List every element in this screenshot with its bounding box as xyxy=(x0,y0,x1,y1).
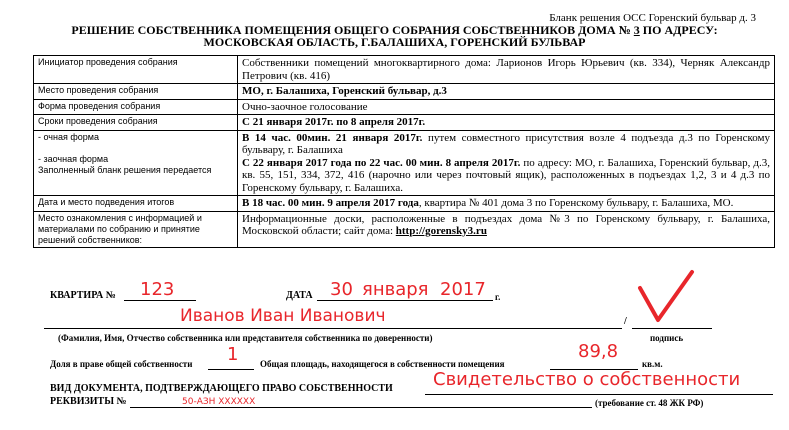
name-signature-slash: / xyxy=(624,316,627,327)
date-line[interactable] xyxy=(317,300,493,301)
initiator-value: Собственники помещений многоквартирного дома: Ларионов Игорь Юрьевич (кв. 334), Черняк Александр Петрович (кв. 416) xyxy=(238,56,775,84)
requisites-line[interactable] xyxy=(130,407,592,408)
form-label: Форма проведения собрания xyxy=(34,99,238,115)
initiator-label: Инициатор проведения собрания xyxy=(34,56,238,84)
table-row xyxy=(34,211,775,247)
share-label: Доля в праве общей собственности xyxy=(50,359,193,369)
blank-title: Бланк решения ОСС Горенский бульвар д. 3 xyxy=(549,12,756,24)
document-title-line2: МОСКОВСКАЯ ОБЛАСТЬ, Г.БАЛАШИХА, ГОРЕНСКИЙ БУЛЬВАР xyxy=(203,35,586,49)
title-house-number: 3 xyxy=(633,23,640,37)
info-label: Место ознакомления с информацией и материалами по собранию и принятие решений собственников: xyxy=(34,211,238,247)
area-label: Общая площадь, находящегося в собственности помещения xyxy=(260,359,505,369)
date-year: 2017 xyxy=(440,279,486,300)
results-label: Дата и место подведения итогов xyxy=(34,196,238,212)
info-value: Информационные доски, расположенные в подъездах дома №3 по Горенскому бульвару, г. Балашиха, Московской области; сайт дома: http://gorensky3.ru xyxy=(238,211,775,247)
table-row xyxy=(34,130,775,196)
apartment-label: КВАРТИРА № xyxy=(50,290,116,301)
full-name-value: Иванов Иван Иванович xyxy=(180,306,386,326)
dates-label: Сроки проведения собрания xyxy=(34,115,238,131)
table-row xyxy=(34,99,775,115)
schedule-labels xyxy=(34,130,238,196)
table-row xyxy=(34,115,775,131)
schedule-value xyxy=(238,130,775,196)
document-label: ВИД ДОКУМЕНТА, ПОДТВЕРЖДАЮЩЕГО ПРАВО СОБСТВЕННОСТИ xyxy=(50,383,393,394)
area-unit: кв.м. xyxy=(642,359,663,369)
table-row xyxy=(34,56,775,84)
meeting-info-table xyxy=(33,55,775,248)
title-prefix: РЕШЕНИЕ СОБСТВЕННИКА ПОМЕЩЕНИЯ ОБЩЕГО СОБРАНИЯ СОБСТВЕННИКОВ ДОМА № xyxy=(71,23,631,37)
transfer-label: Заполненный бланк решения передается xyxy=(38,164,212,175)
form-value: Очно-заочное голосование xyxy=(238,99,775,115)
signature-check-icon xyxy=(630,268,700,328)
date-year-suffix: г. xyxy=(495,292,501,302)
full-name-caption: (Фамилия, Имя, Отчество собственника или представителя собственника по доверенности) xyxy=(58,333,433,343)
document-value: Свидетельство о собственности xyxy=(433,369,741,390)
document-line[interactable] xyxy=(425,394,773,395)
site-link[interactable]: http://gorensky3.ru xyxy=(395,225,487,237)
place-value: МО, г. Балашиха, Горенский бульвар, д.3 xyxy=(238,84,775,100)
apartment-line[interactable] xyxy=(124,300,196,301)
apartment-value: 123 xyxy=(140,279,175,300)
ochnaya-value: В 14 час. 00мин. 21 января 2017г. путем совместного присутствия возле 4 подъезда д.3 по Горенскому бульвару, г. Балашиха xyxy=(242,131,770,156)
requisites-value: 50-АЗН ХХХХХХ xyxy=(182,397,256,407)
requisites-note: (требование ст. 48 ЖК РФ) xyxy=(595,398,704,408)
dates-value: С 21 января 2017г. по 8 апреля 2017г. xyxy=(238,115,775,131)
zaochnaya-label: - заочная форма xyxy=(38,153,109,164)
signature-line[interactable] xyxy=(632,328,712,329)
date-month: января xyxy=(362,279,429,300)
requisites-label: РЕКВИЗИТЫ № xyxy=(50,396,127,407)
date-label: ДАТА xyxy=(286,290,313,301)
share-value: 1 xyxy=(227,344,239,365)
full-name-line[interactable] xyxy=(44,328,622,329)
place-label: Место проведения собрания xyxy=(34,84,238,100)
zaochnaya-value: С 22 января 2017 года по 22 час. 00 мин. 8 апреля 2017г. по адресу: МО, г. Балашиха, Горенский бульвар, д.3, кв. 55, 151, 334, 372, 416 (нарочно или через почтовый ящик), расположенных в подъездах 1,2, 3 и 4 д.3 по Горенскому бульвару, г. Балашиха. xyxy=(242,156,770,194)
table-row xyxy=(34,84,775,100)
title-suffix: ПО АДРЕСУ: xyxy=(639,23,718,37)
ochnaya-label: - очная форма xyxy=(38,131,99,142)
share-line[interactable] xyxy=(208,369,254,370)
table-row xyxy=(34,196,775,212)
date-day: 30 xyxy=(330,279,353,300)
area-value: 89,8 xyxy=(578,341,619,362)
signature-caption: подпись xyxy=(650,333,684,343)
results-value: В 18 час. 00 мин. 9 апреля 2017 года, квартира № 401 дома 3 по Горенскому бульвару, г. Балашиха, МО. xyxy=(238,196,775,212)
